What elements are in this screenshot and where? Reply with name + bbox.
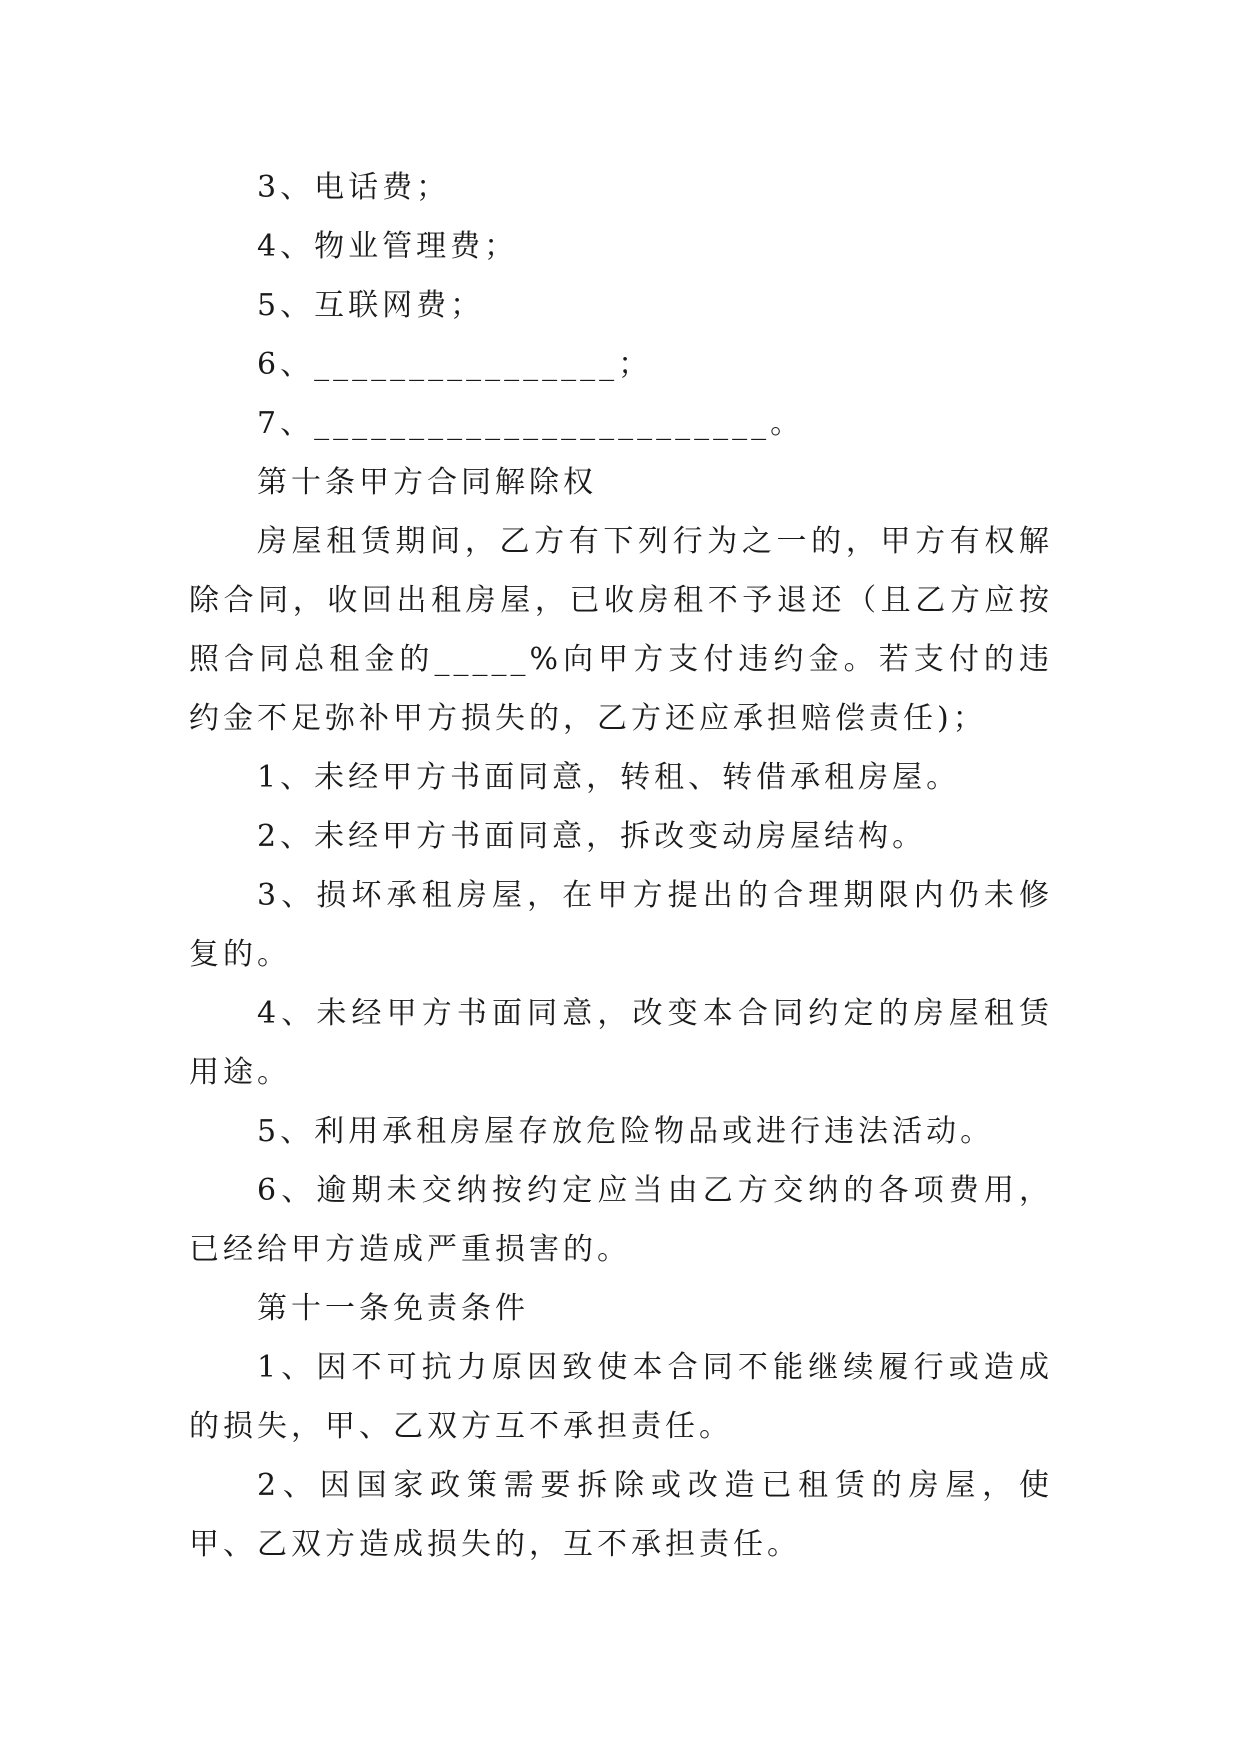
section-heading-article-11: 第十一条免责条件: [257, 1291, 529, 1326]
article-10-item-2: 2、未经甲方书面同意，拆改变动房屋结构。: [257, 819, 927, 854]
list-item-blank-7: 7、________________________。: [257, 406, 805, 441]
article-11-item-2: 2、因国家政策需要拆除或改造已租赁的房屋，使甲、乙双方造成损失的，互不承担责任。: [189, 1468, 1053, 1562]
article-10-body: 房屋租赁期间，乙方有下列行为之一的，甲方有权解除合同，收回出租房屋，已收房租不予退还（且乙方应按照合同总租金的_____%向甲方支付违约金。若支付的违约金不足弥补甲方损失的，乙方还应承担赔偿责任)；: [189, 524, 1053, 736]
list-item-blank-6: 6、________________；: [257, 347, 653, 382]
article-10-item-6: 6、逾期未交纳按约定应当由乙方交纳的各项费用，已经给甲方造成严重损害的。: [189, 1173, 1053, 1267]
document-body: [189, 158, 1053, 1574]
article-10-item-5: 5、利用承租房屋存放危险物品或进行违法活动。: [257, 1114, 995, 1149]
article-10-item-1: 1、未经甲方书面同意，转租、转借承租房屋。: [257, 760, 961, 795]
article-10-item-3: 3、损坏承租房屋，在甲方提出的合理期限内仍未修复的。: [189, 878, 1053, 972]
list-item-telephone-fee: 3、电话费；: [257, 170, 451, 205]
list-item-internet-fee: 5、互联网费；: [257, 288, 485, 323]
list-item-property-fee: 4、物业管理费；: [257, 229, 519, 264]
article-11-item-1: 1、因不可抗力原因致使本合同不能继续履行或造成的损失，甲、乙双方互不承担责任。: [189, 1350, 1053, 1444]
article-10-item-4: 4、未经甲方书面同意，改变本合同约定的房屋租赁用途。: [189, 996, 1053, 1090]
section-heading-article-10: 第十条甲方合同解除权: [257, 465, 597, 500]
